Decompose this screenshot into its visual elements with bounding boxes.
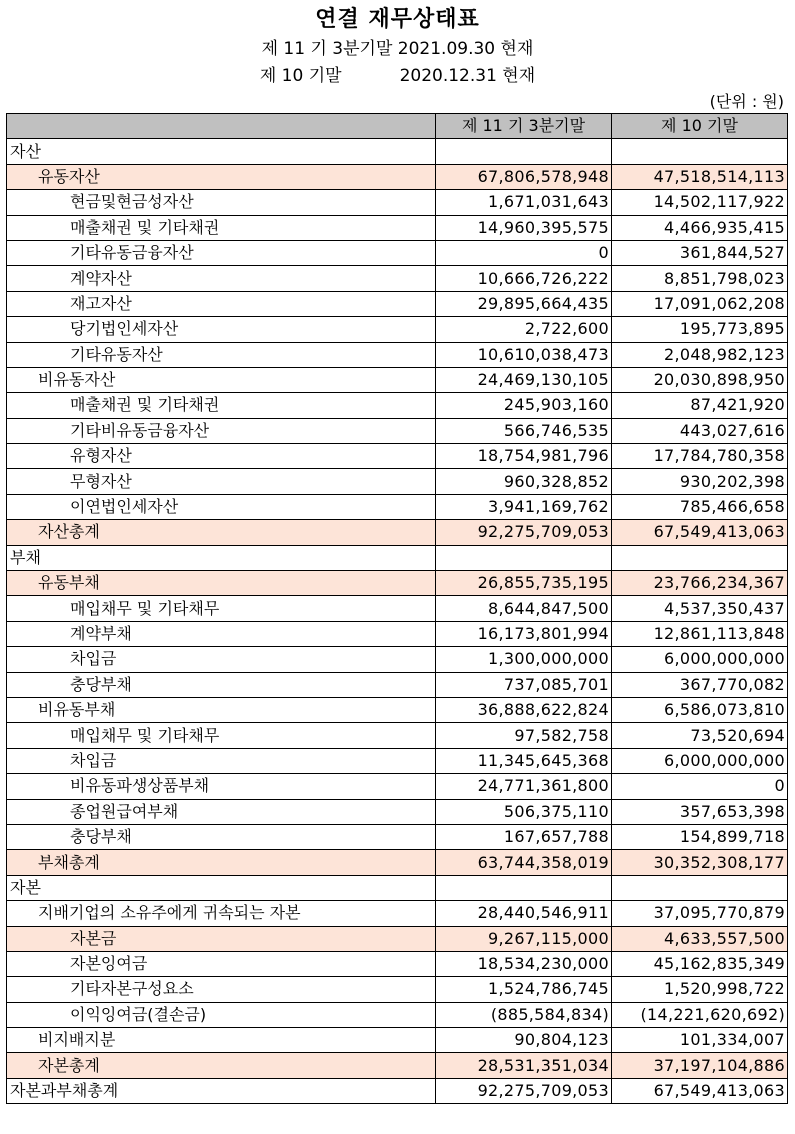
table-row <box>7 621 788 646</box>
current-period-value: 3,941,169,762 <box>436 494 612 519</box>
prior-period-value: 443,027,616 <box>612 418 788 443</box>
prior-period-value: 12,861,113,848 <box>612 621 788 646</box>
account-label: 유동부채 <box>7 571 436 596</box>
table-row <box>7 850 788 875</box>
table-row <box>7 520 788 545</box>
prior-period-value: 2,048,982,123 <box>612 342 788 367</box>
account-label: 기타유동자산 <box>7 342 436 367</box>
current-period-value: (885,584,834) <box>436 1002 612 1027</box>
table-row <box>7 545 788 570</box>
current-period-value: 2,722,600 <box>436 317 612 342</box>
prior-period-value: 154,899,718 <box>612 824 788 849</box>
current-period-value: 960,328,852 <box>436 469 612 494</box>
unit-label: (단위 : 원) <box>709 92 784 111</box>
account-label: 무형자산 <box>7 469 436 494</box>
prior-period-value: 195,773,895 <box>612 317 788 342</box>
prior-period-value: 930,202,398 <box>612 469 788 494</box>
current-period-value: 29,895,664,435 <box>436 291 612 316</box>
table-row <box>7 901 788 926</box>
prior-period-value: 20,030,898,950 <box>612 367 788 392</box>
current-period-value: 1,524,786,745 <box>436 977 612 1002</box>
prior-period-value: 45,162,835,349 <box>612 951 788 976</box>
table-row <box>7 469 788 494</box>
account-label: 차입금 <box>7 748 436 773</box>
table-row <box>7 1053 788 1078</box>
account-label: 자본잉여금 <box>7 951 436 976</box>
document-title: 연결 재무상태표 <box>315 7 480 32</box>
account-label: 종업원급여부채 <box>7 799 436 824</box>
prior-period-value: 6,000,000,000 <box>612 748 788 773</box>
current-period-value: 90,804,123 <box>436 1028 612 1053</box>
table-row <box>7 215 788 240</box>
table-row <box>7 748 788 773</box>
table-row <box>7 774 788 799</box>
prior-period-value: 14,502,117,922 <box>612 190 788 215</box>
current-period-value: 1,671,031,643 <box>436 190 612 215</box>
account-label: 자산 <box>7 139 436 164</box>
prior-period-value: 4,537,350,437 <box>612 596 788 621</box>
current-period-value: 167,657,788 <box>436 824 612 849</box>
account-label: 자산총계 <box>7 520 436 545</box>
current-period-value: 92,275,709,053 <box>436 1078 612 1103</box>
prior-period-value: 4,633,557,500 <box>612 926 788 951</box>
table-header-row <box>7 114 788 139</box>
prior-period-value: 101,334,007 <box>612 1028 788 1053</box>
current-period-value: 737,085,701 <box>436 672 612 697</box>
account-label: 매출채권 및 기타채권 <box>7 393 436 418</box>
current-period-value: 18,754,981,796 <box>436 444 612 469</box>
account-label: 비유동자산 <box>7 367 436 392</box>
prior-period-value: 785,466,658 <box>612 494 788 519</box>
prior-period-value: 47,518,514,113 <box>612 164 788 189</box>
prior-period-value: 37,095,770,879 <box>612 901 788 926</box>
current-period-value: 28,440,546,911 <box>436 901 612 926</box>
current-period-value: 10,666,726,222 <box>436 266 612 291</box>
table-row <box>7 647 788 672</box>
account-label: 당기법인세자산 <box>7 317 436 342</box>
table-row <box>7 291 788 316</box>
table-row <box>7 977 788 1002</box>
account-label: 이연법인세자산 <box>7 494 436 519</box>
table-row <box>7 240 788 265</box>
account-label: 자본 <box>7 875 436 900</box>
table-row <box>7 342 788 367</box>
table-row <box>7 266 788 291</box>
account-label: 매출채권 및 기타채권 <box>7 215 436 240</box>
table-row <box>7 164 788 189</box>
prior-period-value: 17,091,062,208 <box>612 291 788 316</box>
period-current: 제 11 기 3분기말 2021.09.30 현재 <box>261 39 534 59</box>
table-row <box>7 393 788 418</box>
account-label: 기타자본구성요소 <box>7 977 436 1002</box>
prior-period-value: 73,520,694 <box>612 723 788 748</box>
account-label: 비유동부채 <box>7 697 436 722</box>
account-label: 계약부채 <box>7 621 436 646</box>
account-label: 차입금 <box>7 647 436 672</box>
prior-period-value: 367,770,082 <box>612 672 788 697</box>
header-account <box>7 114 436 139</box>
table-row <box>7 1028 788 1053</box>
prior-period-value <box>612 545 788 570</box>
account-label: 현금및현금성자산 <box>7 190 436 215</box>
current-period-value: 18,534,230,000 <box>436 951 612 976</box>
prior-period-value: 6,586,073,810 <box>612 697 788 722</box>
account-label: 지배기업의 소유주에게 귀속되는 자본 <box>7 901 436 926</box>
current-period-value: 506,375,110 <box>436 799 612 824</box>
current-period-value: 11,345,645,368 <box>436 748 612 773</box>
current-period-value: 36,888,622,824 <box>436 697 612 722</box>
current-period-value: 92,275,709,053 <box>436 520 612 545</box>
prior-period-value: 361,844,527 <box>612 240 788 265</box>
period-prior <box>0 61 795 86</box>
account-label: 매입채무 및 기타채무 <box>7 723 436 748</box>
account-label: 자본총계 <box>7 1053 436 1078</box>
prior-period-value: 67,549,413,063 <box>612 1078 788 1103</box>
current-period-value: 67,806,578,948 <box>436 164 612 189</box>
prior-period-value: 87,421,920 <box>612 393 788 418</box>
table-row <box>7 494 788 519</box>
account-label: 충당부채 <box>7 824 436 849</box>
current-period-value: 14,960,395,575 <box>436 215 612 240</box>
table-row <box>7 444 788 469</box>
current-period-value: 10,610,038,473 <box>436 342 612 367</box>
prior-period-value <box>612 139 788 164</box>
prior-period-value: 1,520,998,722 <box>612 977 788 1002</box>
account-label: 기타비유동금융자산 <box>7 418 436 443</box>
account-label: 비유동파생상품부채 <box>7 774 436 799</box>
table-row <box>7 367 788 392</box>
prior-period-value: 37,197,104,886 <box>612 1053 788 1078</box>
current-period-value: 26,855,735,195 <box>436 571 612 596</box>
account-label: 자본과부채총계 <box>7 1078 436 1103</box>
prior-period-value: 357,653,398 <box>612 799 788 824</box>
account-label: 매입채무 및 기타채무 <box>7 596 436 621</box>
prior-period-value: 4,466,935,415 <box>612 215 788 240</box>
account-label: 유동자산 <box>7 164 436 189</box>
current-period-value <box>436 139 612 164</box>
current-period-value: 8,644,847,500 <box>436 596 612 621</box>
prior-period-value: 0 <box>612 774 788 799</box>
table-row <box>7 1002 788 1027</box>
current-period-value: 566,746,535 <box>436 418 612 443</box>
table-row <box>7 799 788 824</box>
table-row <box>7 672 788 697</box>
current-period-value: 24,771,361,800 <box>436 774 612 799</box>
table-row <box>7 926 788 951</box>
current-period-value: 28,531,351,034 <box>436 1053 612 1078</box>
prior-period-value: 17,784,780,358 <box>612 444 788 469</box>
current-period-value: 97,582,758 <box>436 723 612 748</box>
table-row <box>7 875 788 900</box>
account-label: 기타유동금융자산 <box>7 240 436 265</box>
prior-period-value <box>612 875 788 900</box>
prior-period-value: 23,766,234,367 <box>612 571 788 596</box>
balance-sheet-table <box>6 113 788 1104</box>
current-period-value: 0 <box>436 240 612 265</box>
account-label: 유형자산 <box>7 444 436 469</box>
current-period-value: 9,267,115,000 <box>436 926 612 951</box>
account-label: 자본금 <box>7 926 436 951</box>
account-label: 부채총계 <box>7 850 436 875</box>
prior-period-value: 6,000,000,000 <box>612 647 788 672</box>
prior-period-value: 67,549,413,063 <box>612 520 788 545</box>
account-label: 비지배지분 <box>7 1028 436 1053</box>
table-row <box>7 1078 788 1103</box>
current-period-value: 16,173,801,994 <box>436 621 612 646</box>
table-row <box>7 418 788 443</box>
table-row <box>7 596 788 621</box>
current-period-value: 63,744,358,019 <box>436 850 612 875</box>
table-row <box>7 951 788 976</box>
account-label: 이익잉여금(결손금) <box>7 1002 436 1027</box>
table-row <box>7 723 788 748</box>
prior-period-value: 8,851,798,023 <box>612 266 788 291</box>
table-row <box>7 571 788 596</box>
account-label: 재고자산 <box>7 291 436 316</box>
table-row <box>7 190 788 215</box>
current-period-value <box>436 545 612 570</box>
account-label: 계약자산 <box>7 266 436 291</box>
prior-period-value: 30,352,308,177 <box>612 850 788 875</box>
current-period-value: 1,300,000,000 <box>436 647 612 672</box>
account-label: 부채 <box>7 545 436 570</box>
table-row <box>7 824 788 849</box>
prior-period-value: (14,221,620,692) <box>612 1002 788 1027</box>
table-row <box>7 697 788 722</box>
account-label: 충당부채 <box>7 672 436 697</box>
header-prior-period: 제 10 기말 <box>612 114 788 139</box>
table-body <box>7 139 788 1104</box>
current-period-value: 24,469,130,105 <box>436 367 612 392</box>
period-prior-label: 제 10 기말 <box>259 66 342 86</box>
current-period-value: 245,903,160 <box>436 393 612 418</box>
table-row <box>7 317 788 342</box>
table-row <box>7 139 788 164</box>
header-current-period: 제 11 기 3분기말 <box>436 114 612 139</box>
current-period-value <box>436 875 612 900</box>
period-prior-date: 2020.12.31 현재 <box>399 66 536 86</box>
